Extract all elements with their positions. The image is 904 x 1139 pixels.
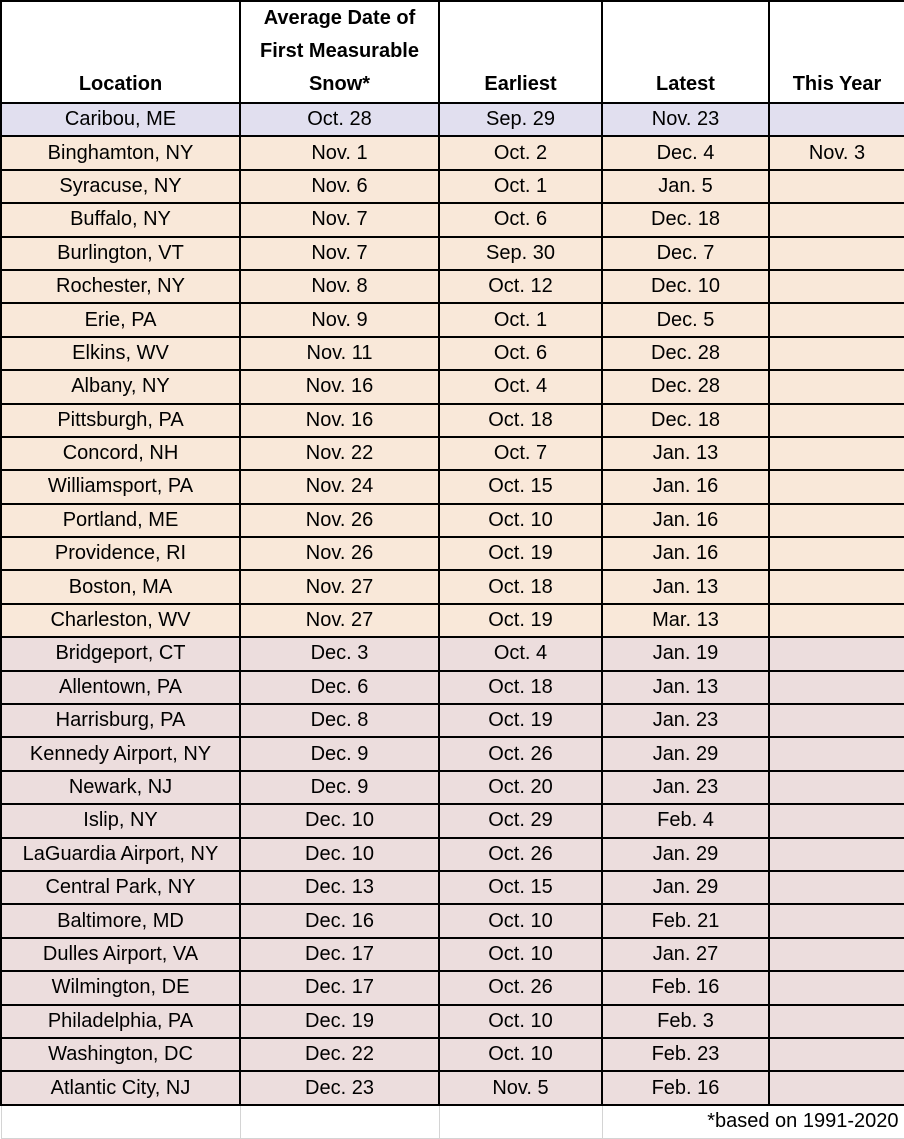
this-year-cell [769,270,904,303]
table-row [1,771,904,804]
table-row [1,804,904,837]
this-year-cell [769,804,904,837]
location-cell: Wilmington, DE [1,971,240,1004]
average-date-cell: Dec. 23 [240,1071,439,1104]
location-cell: Boston, MA [1,570,240,603]
location-cell: Philadelphia, PA [1,1005,240,1038]
footnote-row [1,1105,904,1139]
earliest-date-cell: Oct. 18 [439,570,602,603]
this-year-cell [769,1005,904,1038]
latest-date-cell: Dec. 4 [602,136,769,169]
footnote-spacer-1 [1,1105,240,1139]
footnote: *based on 1991-2020 [602,1105,904,1139]
location-cell: Central Park, NY [1,871,240,904]
this-year-cell [769,771,904,804]
latest-date-cell: Jan. 13 [602,437,769,470]
location-cell: Elkins, WV [1,337,240,370]
table-row [1,604,904,637]
latest-date-cell: Jan. 27 [602,938,769,971]
latest-date-cell: Jan. 29 [602,838,769,871]
latest-date-cell: Feb. 16 [602,971,769,1004]
this-year-cell [769,1071,904,1104]
header-row [1,1,904,103]
this-year-cell [769,537,904,570]
average-date-cell: Dec. 17 [240,938,439,971]
earliest-date-cell: Oct. 7 [439,437,602,470]
table-footer [1,1105,904,1139]
header-latest: Latest [602,1,769,103]
this-year-cell [769,637,904,670]
average-date-cell: Nov. 26 [240,504,439,537]
average-date-cell: Nov. 27 [240,570,439,603]
location-cell: Portland, ME [1,504,240,537]
average-date-cell: Dec. 9 [240,771,439,804]
location-cell: Allentown, PA [1,671,240,704]
location-cell: Islip, NY [1,804,240,837]
this-year-cell [769,437,904,470]
latest-date-cell: Feb. 23 [602,1038,769,1071]
location-cell: Rochester, NY [1,270,240,303]
latest-date-cell: Feb. 16 [602,1071,769,1104]
this-year-cell [769,704,904,737]
latest-date-cell: Jan. 13 [602,671,769,704]
average-date-cell: Nov. 9 [240,303,439,336]
average-date-cell: Nov. 16 [240,370,439,403]
latest-date-cell: Feb. 3 [602,1005,769,1038]
this-year-cell [769,370,904,403]
average-date-cell: Nov. 7 [240,237,439,270]
latest-date-cell: Jan. 5 [602,170,769,203]
location-cell: Charleston, WV [1,604,240,637]
latest-date-cell: Dec. 18 [602,203,769,236]
location-cell: Caribou, ME [1,103,240,136]
this-year-cell [769,671,904,704]
table-row [1,337,904,370]
location-cell: Erie, PA [1,303,240,336]
location-cell: Atlantic City, NJ [1,1071,240,1104]
earliest-date-cell: Oct. 19 [439,704,602,737]
table-row [1,971,904,1004]
earliest-date-cell: Oct. 2 [439,136,602,169]
average-date-cell: Dec. 13 [240,871,439,904]
average-date-cell: Nov. 27 [240,604,439,637]
table-row [1,1071,904,1104]
this-year-cell [769,404,904,437]
location-cell: Kennedy Airport, NY [1,737,240,770]
this-year-cell [769,938,904,971]
average-date-cell: Dec. 22 [240,1038,439,1071]
earliest-date-cell: Sep. 29 [439,103,602,136]
earliest-date-cell: Oct. 6 [439,337,602,370]
this-year-cell [769,237,904,270]
latest-date-cell: Jan. 23 [602,704,769,737]
earliest-date-cell: Oct. 10 [439,938,602,971]
average-date-cell: Dec. 19 [240,1005,439,1038]
location-cell: Burlington, VT [1,237,240,270]
average-date-cell: Oct. 28 [240,103,439,136]
location-cell: Baltimore, MD [1,904,240,937]
earliest-date-cell: Oct. 4 [439,370,602,403]
latest-date-cell: Nov. 23 [602,103,769,136]
earliest-date-cell: Oct. 26 [439,838,602,871]
latest-date-cell: Dec. 18 [602,404,769,437]
earliest-date-cell: Oct. 18 [439,671,602,704]
average-date-cell: Nov. 16 [240,404,439,437]
average-date-cell: Dec. 16 [240,904,439,937]
earliest-date-cell: Nov. 5 [439,1071,602,1104]
location-cell: Dulles Airport, VA [1,938,240,971]
table-row [1,237,904,270]
latest-date-cell: Feb. 4 [602,804,769,837]
location-cell: Washington, DC [1,1038,240,1071]
average-date-cell: Dec. 10 [240,838,439,871]
earliest-date-cell: Oct. 19 [439,537,602,570]
earliest-date-cell: Oct. 18 [439,404,602,437]
this-year-cell [769,871,904,904]
average-date-cell: Nov. 8 [240,270,439,303]
table-header [1,1,904,103]
average-date-cell: Dec. 17 [240,971,439,1004]
table-row [1,537,904,570]
latest-date-cell: Mar. 13 [602,604,769,637]
location-cell: Williamsport, PA [1,470,240,503]
this-year-cell [769,504,904,537]
average-date-cell: Nov. 24 [240,470,439,503]
table-row [1,838,904,871]
table-row [1,203,904,236]
this-year-cell [769,570,904,603]
latest-date-cell: Jan. 29 [602,737,769,770]
this-year-cell [769,470,904,503]
this-year-cell [769,1038,904,1071]
location-cell: Albany, NY [1,370,240,403]
this-year-cell [769,203,904,236]
earliest-date-cell: Oct. 10 [439,504,602,537]
table-row [1,370,904,403]
latest-date-cell: Dec. 28 [602,370,769,403]
table-row [1,637,904,670]
earliest-date-cell: Oct. 1 [439,170,602,203]
earliest-date-cell: Sep. 30 [439,237,602,270]
table-row [1,504,904,537]
this-year-cell [769,838,904,871]
latest-date-cell: Jan. 23 [602,771,769,804]
average-date-cell: Dec. 8 [240,704,439,737]
earliest-date-cell: Oct. 10 [439,1038,602,1071]
average-date-cell: Dec. 3 [240,637,439,670]
earliest-date-cell: Oct. 26 [439,971,602,1004]
table-row [1,671,904,704]
latest-date-cell: Feb. 21 [602,904,769,937]
this-year-cell: Nov. 3 [769,136,904,169]
header-location: Location [1,1,240,103]
table-row [1,737,904,770]
average-date-cell: Nov. 26 [240,537,439,570]
average-date-cell: Nov. 11 [240,337,439,370]
latest-date-cell: Jan. 19 [602,637,769,670]
this-year-cell [769,904,904,937]
table-row [1,470,904,503]
earliest-date-cell: Oct. 10 [439,904,602,937]
average-date-cell: Dec. 9 [240,737,439,770]
earliest-date-cell: Oct. 1 [439,303,602,336]
latest-date-cell: Dec. 5 [602,303,769,336]
average-date-cell: Nov. 1 [240,136,439,169]
this-year-cell [769,971,904,1004]
table-row [1,704,904,737]
this-year-cell [769,337,904,370]
earliest-date-cell: Oct. 12 [439,270,602,303]
latest-date-cell: Jan. 13 [602,570,769,603]
header-earliest: Earliest [439,1,602,103]
location-cell: Buffalo, NY [1,203,240,236]
footnote-spacer-3 [439,1105,602,1139]
header-average-date [240,1,439,103]
average-date-cell: Nov. 7 [240,203,439,236]
table-row [1,1005,904,1038]
table-row [1,136,904,169]
average-date-cell: Dec. 6 [240,671,439,704]
this-year-cell [769,604,904,637]
earliest-date-cell: Oct. 29 [439,804,602,837]
this-year-cell [769,303,904,336]
table-row [1,404,904,437]
average-date-cell: Nov. 6 [240,170,439,203]
header-average-line-2: First Measurable [260,40,419,62]
earliest-date-cell: Oct. 15 [439,871,602,904]
table-row [1,303,904,336]
location-cell: Providence, RI [1,537,240,570]
table-row [1,570,904,603]
table-row [1,871,904,904]
location-cell: Bridgeport, CT [1,637,240,670]
latest-date-cell: Dec. 7 [602,237,769,270]
location-cell: Pittsburgh, PA [1,404,240,437]
latest-date-cell: Jan. 16 [602,504,769,537]
location-cell: Binghamton, NY [1,136,240,169]
earliest-date-cell: Oct. 4 [439,637,602,670]
latest-date-cell: Jan. 16 [602,470,769,503]
this-year-cell [769,103,904,136]
latest-date-cell: Jan. 16 [602,537,769,570]
header-this-year: This Year [769,1,904,103]
earliest-date-cell: Oct. 15 [439,470,602,503]
location-cell: Harrisburg, PA [1,704,240,737]
location-cell: Concord, NH [1,437,240,470]
earliest-date-cell: Oct. 19 [439,604,602,637]
average-date-cell: Nov. 22 [240,437,439,470]
table-body [1,103,904,1105]
table-row [1,270,904,303]
this-year-cell [769,170,904,203]
earliest-date-cell: Oct. 26 [439,737,602,770]
earliest-date-cell: Oct. 10 [439,1005,602,1038]
table-row [1,170,904,203]
latest-date-cell: Jan. 29 [602,871,769,904]
average-date-cell: Dec. 10 [240,804,439,837]
location-cell: Newark, NJ [1,771,240,804]
table-row [1,904,904,937]
table-row [1,437,904,470]
header-average-line-1: Average Date of [263,7,416,29]
location-cell: LaGuardia Airport, NY [1,838,240,871]
location-cell: Syracuse, NY [1,170,240,203]
table-row [1,1038,904,1071]
earliest-date-cell: Oct. 20 [439,771,602,804]
this-year-cell [769,737,904,770]
footnote-spacer-2 [240,1105,439,1139]
table-row [1,103,904,136]
header-average-line-3: Snow* [308,73,371,95]
latest-date-cell: Dec. 10 [602,270,769,303]
table-row [1,938,904,971]
latest-date-cell: Dec. 28 [602,337,769,370]
earliest-date-cell: Oct. 6 [439,203,602,236]
